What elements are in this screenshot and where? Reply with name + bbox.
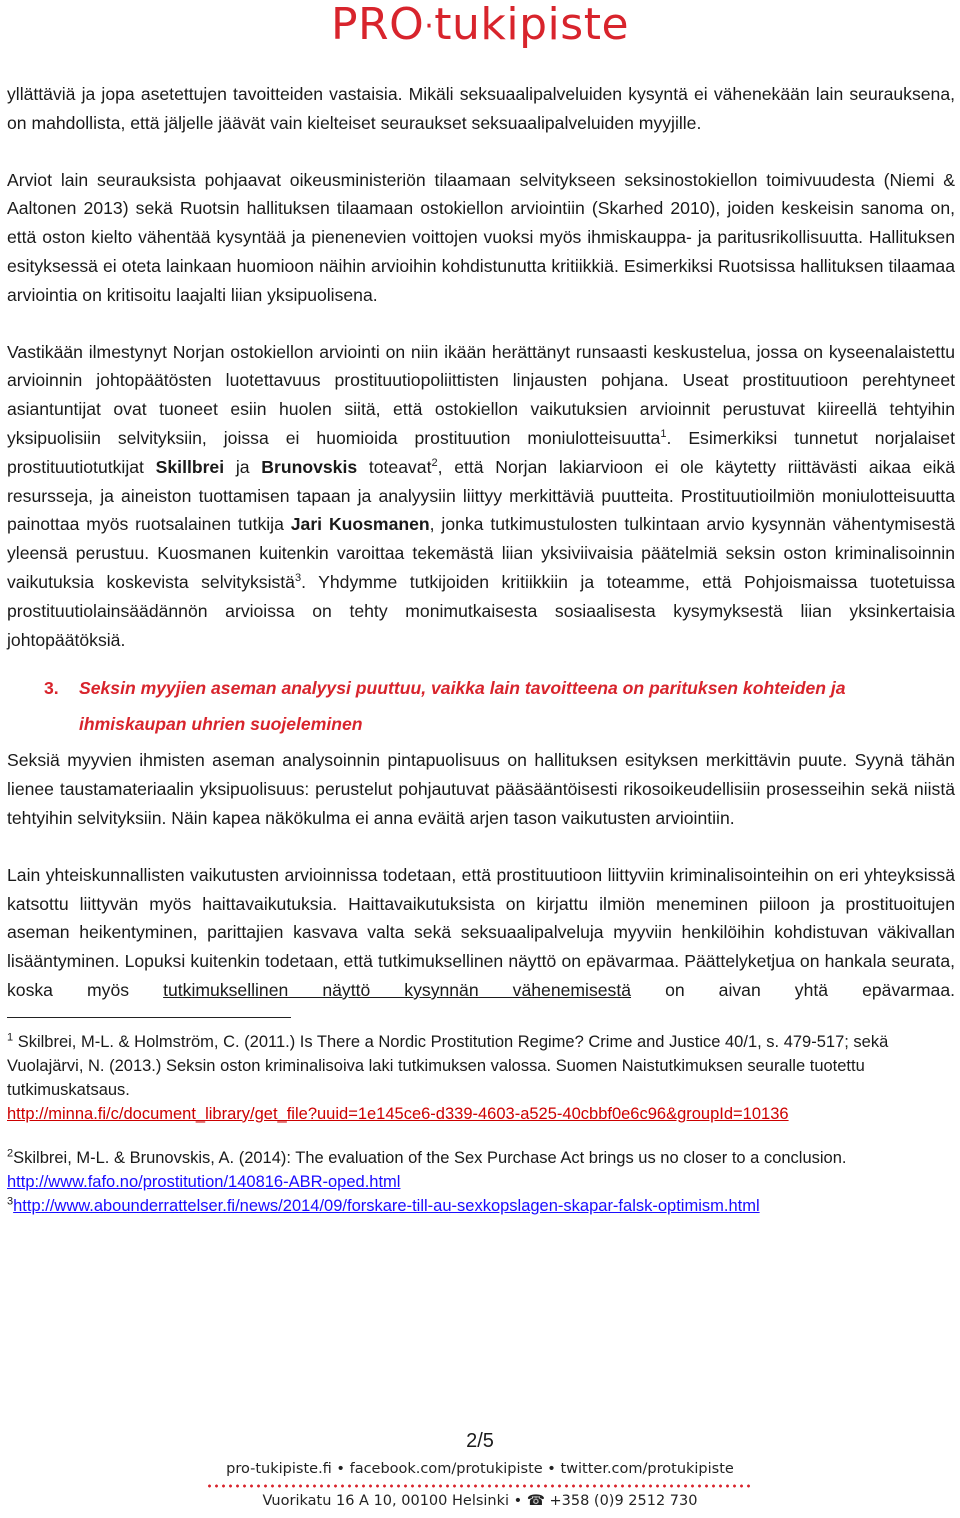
- footnote-separator: [7, 1017, 291, 1018]
- footnote-ref-3[interactable]: 3: [294, 572, 302, 585]
- paragraph-intro: yllättäviä ja jopa asetettujen tavoitteiden vastaisia. Mikäli seksuaalipalveluiden kysyntä ei vähenekään lain seurauksena, on mahdollista, että jäljelle jäävät vain kielteiset seuraukset seksuaalipalveluiden myyjille.: [7, 84, 955, 133]
- footnote-3: [7, 1194, 955, 1218]
- footer-contact-address: Vuorikatu 16 A 10, 00100 Helsinki • ☎ +358 (0)9 2512 730: [262, 1493, 698, 1509]
- footnote-link-1[interactable]: http://minna.fi/c/document_library/get_file?uuid=1e145ce6-d339-4603-a525-40cbbf0e6c96&groupId=10136: [7, 1104, 789, 1123]
- footnote-number-3: 3: [7, 1195, 14, 1208]
- footnote-link-2[interactable]: http://www.fafo.no/prostitution/140816-ABR-oped.html: [7, 1172, 401, 1191]
- logo-dot: ·: [424, 9, 435, 44]
- text-run: , että Norjan lakiarvioon ei ole käytetty riittävästi aikaa eikä resursseja, ja aineiston tuottamisen tapaan ja analyysiin liittyy merkittäviä puutteita. Prostituutioilmiön moniulotteisuutta painottaa myös ruotsalainen tutkija: [7, 456, 955, 535]
- document-body: [7, 80, 955, 1218]
- footnote-text: Skilbrei, M-L. & Holmström, C. (2011.) Is There a Nordic Prostitution Regime? Crime and Justice 40/1, s. 479-517; sekä Vuolajärvi, N. (2013.) Seksin oston kriminalisoiva laki tutkimuksen valossa. Suomen Naistutkimuksen seuralle tuotettu tutkimuskatsaus.: [7, 1032, 889, 1099]
- section-heading-3: [7, 670, 955, 742]
- footnote-link-3[interactable]: http://www.abounderrattelser.fi/news/2014/09/forskare-till-au-sexkopslagen-skapar-falsk-optimism.html: [13, 1196, 760, 1215]
- paragraph-norway: [7, 338, 955, 655]
- text-run: ja: [224, 456, 262, 477]
- brand-logo: [0, 0, 960, 52]
- page-number: 2/5: [466, 1430, 494, 1452]
- section-number: 3.: [44, 678, 59, 699]
- name-kuosmanen: Jari Kuosmanen: [290, 514, 430, 535]
- text-run: . Yhdymme tutkijoiden kritiikkiin ja toteamme, että Pohjoismaissa tuotetuissa prostituutiolainsäädännön arvioissa on tehty monimutkaisesta sosiaalisesta kysymyksestä liian yksinkertaisia johtopäätöksiä.: [7, 571, 955, 650]
- paragraph-analysis: Seksiä myyvien ihmisten aseman analysoinnin pintapuolisuus on hallituksen esityksen merkittävin puute. Syynä tähän lienee taustamateriaalin yksipuolisuus: perustelut pohjautuvat pääsääntöisesti rikosoikeudellisiin prosesseihin sekä niistä tehtyihin selvityksiin. Näin kapea näkökulma ei anna eväitä arjen tason vaikutusten arviointiin.: [7, 750, 955, 828]
- text-run: Vastikään ilmestynyt Norjan ostokiellon arviointi on niin ikään herättänyt runsaasti keskustelua, jossa on kyseenalaistettu arvioinnin johtopäätösten luotettavuus prostituutiopoliittisten linjausten pohjana. Useat prostituutioon perehtyneet asiantuntijat ovat tuoneet esiin huolen siitä, että ostokiellon vaikutuksien arvioinnit perustuvat kiireellä tehtyihin yksipuolisiin selvityksiin, joissa ei huomioida prostituution moniulotteisuutta: [7, 341, 955, 448]
- text-run: , jonka tutkimustulosten tulkintaan arvio kysynnän vähentymisestä yleensä perustuu. Kuosmanen kuitenkin varoittaa tekemästä liian yksiviivaisia päätelmiä seksin oston kriminalisoinnin vaikutuksia koskevista selvityksistä: [7, 514, 955, 592]
- paragraph-effects: [7, 861, 955, 1005]
- section-title: Seksin myyjien aseman analyysi puuttuu, vaikka lain tavoitteena on parituksen kohteiden ja ihmiskaupan uhrien suojeleminen: [79, 678, 846, 735]
- footnote-2: [7, 1146, 955, 1194]
- footnote-number-1: 1: [7, 1031, 14, 1044]
- name-skillbrei: Skillbrei: [155, 456, 225, 477]
- footnote-text: Skilbrei, M-L. & Brunovskis, A. (2014): The evaluation of the Sex Purchase Act brings us no closer to a conclusion.: [13, 1148, 847, 1167]
- underlined-phrase: tutkimuksellinen näyttö kysynnän vähenemisestä: [163, 979, 632, 1000]
- name-brunovskis: Brunovskis: [261, 456, 358, 477]
- logo-tukipiste: tukipiste: [434, 0, 630, 50]
- footnote-number-2: 2: [7, 1147, 14, 1160]
- footnote-1: [7, 1030, 955, 1126]
- logo-pro: PRO: [330, 0, 425, 50]
- footnote-ref-2[interactable]: 2: [431, 456, 438, 469]
- text-run: on aivan yhtä epävarmaa.: [631, 979, 955, 1000]
- footnote-ref-1[interactable]: 1: [660, 428, 667, 441]
- text-run: Lain yhteiskunnallisten vaikutusten arvioinnissa todetaan, että prostituutioon liittyviin kriminalisointeihin on eri yhteyksissä katsottu liittyvän myös haittavaikutuksia. Haittavaikutuksista on kirjattu ilmiön meneminen piiloon ja prostituoitujen aseman heikentyminen, parittajien kasvava valta sekä seksuaalipalveluja myyviin henkilöihin kohdistuvan väkivallan lisääntyminen. Lopuksi kuitenkin todetaan, että tutkimuksellinen näyttö on epävarmaa. Päättelyketjua on hankala seurata, koska myös: [7, 864, 955, 1000]
- footer-dotted-divider: [206, 1484, 754, 1488]
- paragraph-arviot: Arviot lain seurauksista pohjaavat oikeusministeriön tilaamaan selvitykseen seksinostokiellon toimivuudesta (Niemi & Aaltonen 2013) sekä Ruotsin hallituksen tilaamaan ostokiellon arviointiin (Skarhed 2010), joiden keskeisin sanoma on, että oston kielto vähentää kysyntää ja pienenevien voittojen vuoksi myös ihmiskauppa- ja paritusrikollisuutta. Hallituksen esityksessä ei oteta lainkaan huomioon näihin arvioihin kohdistunutta kritiikkiä. Esimerkiksi Ruotsissa hallituksen tilaamaa arviointia on kritisoitu laajalti liian yksipuolisena.: [7, 169, 955, 305]
- footer-contact-web: pro-tukipiste.fi • facebook.com/protukipiste • twitter.com/protukipiste: [226, 1461, 734, 1477]
- text-run: toteavat: [357, 456, 432, 477]
- text-run: . Esimerkiksi tunnetut norjalaiset prostituutiotutkijat: [7, 427, 955, 477]
